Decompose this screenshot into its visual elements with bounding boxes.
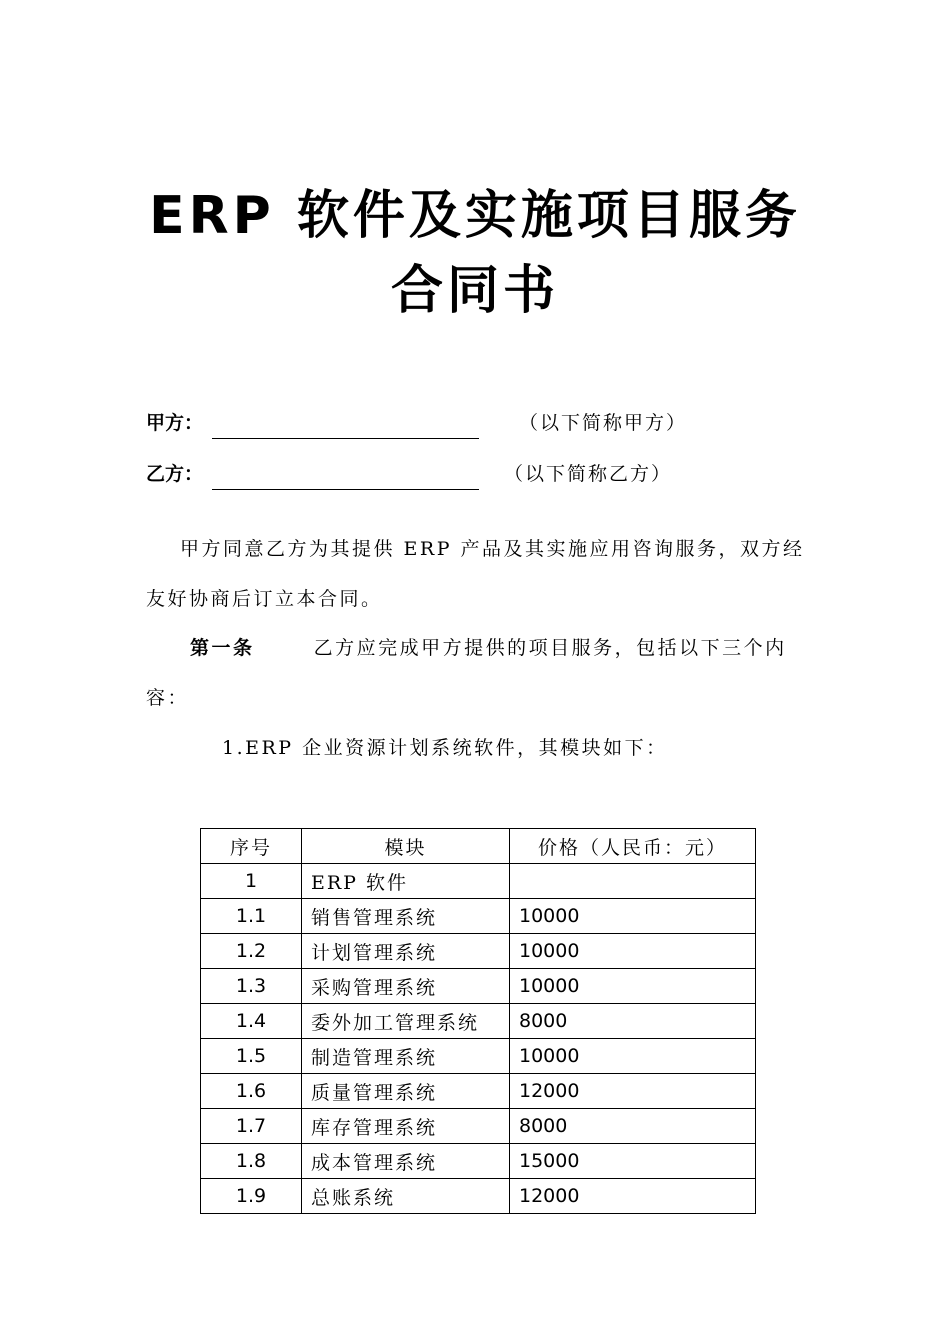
header-cell: 模块 xyxy=(302,829,510,864)
module-name: 质量管理系统 xyxy=(302,1074,510,1109)
article-1-line-1 xyxy=(190,639,850,658)
module-price: 8000 xyxy=(510,1109,756,1144)
header-cell: 价格（人民币：元） xyxy=(510,829,756,864)
row-index: 1.6 xyxy=(201,1074,302,1109)
article-1-line-2: 容： xyxy=(146,687,190,709)
article-1-label: 第一条 xyxy=(190,637,255,659)
row-index: 1.9 xyxy=(201,1179,302,1214)
row-index: 1.3 xyxy=(201,969,302,1004)
module-name: 采购管理系统 xyxy=(302,969,510,1004)
row-index: 1.1 xyxy=(201,899,302,934)
table-row xyxy=(201,864,756,899)
table-row xyxy=(201,1074,756,1109)
module-name: 制造管理系统 xyxy=(302,1039,510,1074)
item-1-heading: 1.ERP 企业资源计划系统软件，其模块如下： xyxy=(222,737,668,759)
document-title-line2: 合同书 xyxy=(390,261,559,321)
intro-line-1: 甲方同意乙方为其提供 ERP 产品及其实施应用咨询服务，双方经 xyxy=(180,538,805,560)
intro-line-2: 友好协商后订立本合同。 xyxy=(146,588,383,610)
module-name: 库存管理系统 xyxy=(302,1109,510,1144)
article-1-text: 乙方应完成甲方提供的项目服务，包括以下三个内 xyxy=(313,637,787,659)
table-row xyxy=(201,1109,756,1144)
module-price: 10000 xyxy=(510,969,756,1004)
module-name: 销售管理系统 xyxy=(302,899,510,934)
party-a-note: （以下简称甲方） xyxy=(519,412,688,434)
party-b-blank xyxy=(212,465,479,490)
table-header-row xyxy=(201,829,756,864)
party-a-blank xyxy=(212,414,479,439)
module-price: 10000 xyxy=(510,899,756,934)
module-name: 委外加工管理系统 xyxy=(302,1004,510,1039)
module-price: 15000 xyxy=(510,1144,756,1179)
module-price: 10000 xyxy=(510,1039,756,1074)
header-cell: 序号 xyxy=(201,829,302,864)
row-index: 1 xyxy=(201,864,302,899)
module-name: 计划管理系统 xyxy=(302,934,510,969)
row-index: 1.8 xyxy=(201,1144,302,1179)
module-name: 成本管理系统 xyxy=(302,1144,510,1179)
module-name: ERP 软件 xyxy=(302,864,510,899)
table-row xyxy=(201,1004,756,1039)
row-index: 1.7 xyxy=(201,1109,302,1144)
table-row xyxy=(201,1039,756,1074)
table-row xyxy=(201,969,756,1004)
module-name: 总账系统 xyxy=(302,1179,510,1214)
party-b-note: （以下简称乙方） xyxy=(504,463,673,485)
party-b-line xyxy=(146,463,673,485)
module-price: 12000 xyxy=(510,1179,756,1214)
table-row xyxy=(201,899,756,934)
module-price: 8000 xyxy=(510,1004,756,1039)
party-a-label: 甲方： xyxy=(146,412,204,434)
table-row xyxy=(201,1179,756,1214)
module-price: 10000 xyxy=(510,934,756,969)
party-a-line xyxy=(146,412,688,434)
document-title-line1: ERP 软件及实施项目服务 xyxy=(149,186,801,246)
table-row xyxy=(201,1144,756,1179)
module-price: 12000 xyxy=(510,1074,756,1109)
row-index: 1.4 xyxy=(201,1004,302,1039)
party-b-label: 乙方： xyxy=(146,463,204,485)
table-row xyxy=(201,934,756,969)
module-price xyxy=(510,864,756,899)
row-index: 1.5 xyxy=(201,1039,302,1074)
row-index: 1.2 xyxy=(201,934,302,969)
module-price-table xyxy=(200,828,756,1214)
